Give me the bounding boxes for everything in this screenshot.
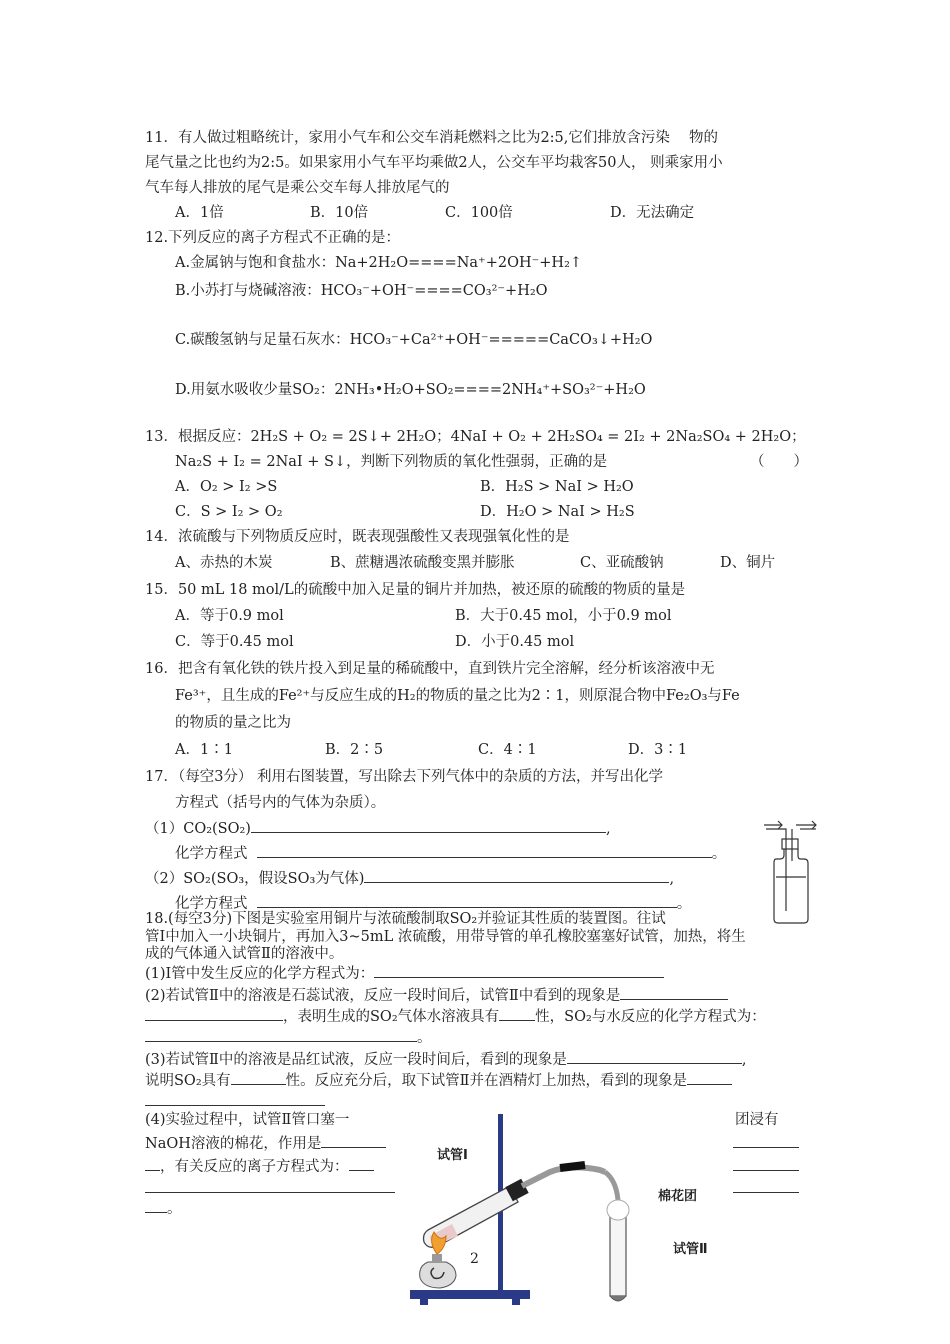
q18-s3-blank-heat[interactable] bbox=[687, 1070, 732, 1085]
q17-part1-eq-blank[interactable] bbox=[257, 843, 712, 858]
q17-part1-eq: 化学方程式 。 bbox=[175, 843, 726, 864]
right-blank-1[interactable] bbox=[733, 1133, 799, 1148]
right-blank-2[interactable] bbox=[733, 1156, 799, 1171]
q17-part2-blank[interactable] bbox=[364, 868, 669, 883]
q13-option-a: A．O₂ > I₂ >S bbox=[175, 479, 278, 495]
q18-s2-blank-equation[interactable] bbox=[145, 1027, 417, 1042]
copper-sulfuric-acid-apparatus bbox=[400, 1110, 700, 1310]
gas-washing-bottle-icon bbox=[760, 815, 820, 927]
q18-s3-cont bbox=[145, 1070, 732, 1091]
q18-s4-ionic-label: ，有关反应的离子方程式为： bbox=[160, 1159, 349, 1175]
label-tube-1: 试管Ⅰ bbox=[437, 1148, 468, 1163]
q18-s3: (3)若试管Ⅱ中的溶液是品红试液，反应一段时间后，看到的现象是 , bbox=[145, 1049, 747, 1070]
q18-s4-blank-purpose[interactable] bbox=[321, 1133, 386, 1148]
right-blank-3[interactable] bbox=[733, 1178, 799, 1193]
q18-s2-blank-cont[interactable] bbox=[145, 1006, 283, 1021]
q18-s4-blank-ionic[interactable] bbox=[349, 1156, 374, 1171]
q11-line1: 11．有人做过粗略统计，家用小气车和公交车消耗燃料之比为2:5,它们排放含污染 物的 bbox=[145, 130, 719, 146]
q11-option-d: D．无法确定 bbox=[610, 205, 695, 221]
q13-option-b: B．H₂S > NaI > H₂O bbox=[480, 479, 634, 495]
q13-option-d: D．H₂O > NaI > H₂S bbox=[480, 504, 635, 520]
q17-part1-eq-label: 化学方程式 bbox=[175, 846, 248, 862]
q18-s4-right-blank-1 bbox=[733, 1133, 799, 1154]
q18-s4-blank-ionic-end[interactable] bbox=[145, 1198, 167, 1213]
q12-option-b: B.小苏打与烧碱溶液：HCO₃⁻+OH⁻====CO₃²⁻+H₂O bbox=[175, 283, 548, 299]
q17-part2: （2）SO₂(SO₃，假设SO₃为气体) , bbox=[145, 868, 674, 889]
q12-option-c: C.碳酸氢钠与足量石灰水：HCO₃⁻+Ca²⁺+OH⁻=====CaCO₃↓+H₂O bbox=[175, 332, 653, 348]
page-number: 2 bbox=[470, 1251, 479, 1267]
q11-line2: 尾气量之比也约为2:5。如果家用小气车平均乘做2人，公交车平均栽客50人， 则乘家用小 bbox=[145, 155, 723, 171]
q16-line3: 的物质的量之比为 bbox=[175, 715, 291, 731]
q17-part2-eq-blank[interactable] bbox=[257, 893, 677, 908]
q18-s4-line4 bbox=[145, 1178, 395, 1199]
q18-s4-blank-purpose-cont[interactable] bbox=[145, 1156, 160, 1171]
q18-s2-blank-property[interactable] bbox=[499, 1006, 535, 1021]
q16-line2: Fe³⁺，且生成的Fe²⁺与反应生成的H₂的物质的量之比为2∶1，则原混合物中Fe₂O₃与Fe bbox=[175, 688, 740, 704]
q13-answer-paren: （ ） bbox=[750, 454, 808, 470]
q14-option-c: C、亚硫酸钠 bbox=[580, 555, 664, 571]
q18-s4-line5: 。 bbox=[145, 1198, 182, 1219]
q15-option-a: A．等于0.9 mol bbox=[175, 608, 284, 624]
q18-s3-blank-phenomenon[interactable] bbox=[567, 1049, 742, 1064]
q13-option-c: C．S > I₂ > O₂ bbox=[175, 504, 283, 520]
q18-s4-purpose-label: NaOH溶液的棉花，作用是 bbox=[145, 1136, 322, 1152]
q13-line2: Na₂S + I₂ = 2NaI + S↓，判断下列物质的氧化性强弱，正确的是 bbox=[175, 454, 608, 470]
q15-option-b: B．大于0.45 mol，小于0.9 mol bbox=[455, 608, 672, 624]
q12-stem: 12.下列反应的离子方程式不正确的是： bbox=[145, 230, 401, 246]
q18-s1-label: (1)Ⅰ管中发生反应的化学方程式为： bbox=[145, 966, 375, 982]
q18-line1: 18.(每空3分)下图是实验室用铜片与浓硫酸制取SO₂并验证其性质的装置图。往试 bbox=[145, 911, 666, 927]
q18-s2-eq-line: 。 bbox=[145, 1027, 432, 1048]
q17-part1: （1）CO₂(SO₂) , bbox=[145, 818, 611, 839]
q18-line2: 管Ⅰ中加入一小块铜片，再加入3~5mL 浓硫酸，用带导管的单孔橡胶塞塞好试管，加热，将生 bbox=[145, 929, 746, 945]
q17-line2: 方程式（括号内的气体为杂质）。 bbox=[175, 795, 386, 811]
q14-stem: 14．浓硫酸与下列物质反应时，既表现强酸性又表现强氧化性的是 bbox=[145, 529, 570, 545]
q18-s3-heat-label: 性。反应充分后，取下试管Ⅱ并在酒精灯上加热，看到的现象是 bbox=[285, 1073, 687, 1089]
q17-line1: 17．（每空3分） 利用右图装置，写出除去下列气体中的杂质的方法，并写出化学 bbox=[145, 769, 664, 785]
q18-s1-blank[interactable] bbox=[374, 963, 664, 978]
q12-option-d: D.用氨水吸收少量SO₂：2NH₃•H₂O+SO₂====2NH₄⁺+SO₃²⁻+H₂O bbox=[175, 382, 646, 398]
q18-s3-blank-property[interactable] bbox=[231, 1070, 286, 1085]
q15-stem: 15．50 mL 18 mol/L的硫酸中加入足量的铜片并加热，被还原的硫酸的物质的量是 bbox=[145, 582, 686, 598]
q18-s4-blank-ionic-cont[interactable] bbox=[145, 1178, 395, 1193]
q17-part2-eq: 化学方程式 。 bbox=[175, 893, 691, 914]
q18-s4-line3 bbox=[145, 1156, 374, 1177]
q13-line1: 13．根据反应：2H₂S + O₂ = 2S↓+ 2H₂O；4NaI + O₂ + 2H₂SO₄ = 2I₂ + 2Na₂SO₄ + 2H₂O； bbox=[145, 429, 806, 445]
q18-s2-cont bbox=[145, 1006, 766, 1027]
q14-option-d: D、铜片 bbox=[720, 555, 776, 571]
q16-line1: 16．把含有氧化铁的铁片投入到足量的稀硫酸中，直到铁片完全溶解，经分析该溶液中无 bbox=[145, 661, 715, 677]
q18-s4-right-text: 团浸有 bbox=[735, 1112, 779, 1128]
q16-option-d: D．3∶1 bbox=[628, 742, 688, 758]
q11-option-a: A．1倍 bbox=[175, 205, 224, 221]
q18-s2 bbox=[145, 985, 728, 1006]
q18-s2-property-label: ，表明生成的SO₂气体水溶液具有 bbox=[283, 1009, 500, 1025]
q12-option-a: A.金属钠与饱和食盐水：Na+2H₂O====Na⁺+2OH⁻+H₂↑ bbox=[175, 255, 583, 271]
q18-s4-right-blank-2 bbox=[733, 1156, 799, 1177]
q18-s4-line1: (4)实验过程中，试管Ⅱ管口塞一 bbox=[145, 1112, 350, 1128]
q18-s3-blank-heat-cont[interactable] bbox=[145, 1091, 325, 1106]
q18-s3-heat-line bbox=[145, 1091, 325, 1112]
q18-line3: 成的气体通入试管Ⅱ的溶液中。 bbox=[145, 946, 344, 962]
q15-option-d: D．小于0.45 mol bbox=[455, 634, 575, 650]
cotton-plug bbox=[607, 1200, 629, 1220]
q17-part1-blank[interactable] bbox=[251, 818, 606, 833]
q18-s2-label: (2)若试管Ⅱ中的溶液是石蕊试液，反应一段时间后，试管Ⅱ中看到的现象是 bbox=[145, 988, 621, 1004]
q11-option-c: C．100倍 bbox=[445, 205, 513, 221]
q14-option-a: A、赤热的木炭 bbox=[175, 555, 273, 571]
q18-s3-label: (3)若试管Ⅱ中的溶液是品红试液，反应一段时间后，看到的现象是 bbox=[145, 1052, 567, 1068]
q15-option-c: C．等于0.45 mol bbox=[175, 634, 294, 650]
q18-s1 bbox=[145, 963, 664, 984]
test-tube-2 bbox=[607, 1200, 629, 1301]
test-tube-1 bbox=[424, 1179, 529, 1248]
q18-s2-blank-phenomenon[interactable] bbox=[620, 985, 728, 1000]
q18-s2-equation-label: 性，SO₂与水反应的化学方程式为： bbox=[535, 1009, 766, 1025]
q14-option-b: B、蔗糖遇浓硫酸变黑并膨胀 bbox=[330, 555, 515, 571]
q18-s3-property-label: 说明SO₂具有 bbox=[145, 1073, 231, 1089]
q16-option-a: A．1∶1 bbox=[175, 742, 233, 758]
q18-s4-line2 bbox=[145, 1133, 386, 1154]
label-cotton: 棉花团 bbox=[658, 1189, 698, 1204]
q16-option-c: C．4∶1 bbox=[478, 742, 537, 758]
q17-part1-label: （1）CO₂(SO₂) bbox=[145, 821, 251, 837]
q11-line3: 气车每人排放的尾气是乘公交车每人排放尾气的 bbox=[145, 180, 450, 196]
q17-part2-eq-label: 化学方程式 bbox=[175, 896, 248, 912]
label-tube-2: 试管Ⅱ bbox=[673, 1242, 708, 1257]
q17-part2-label: （2）SO₂(SO₃，假设SO₃为气体) bbox=[145, 871, 365, 887]
stand-base bbox=[410, 1290, 530, 1299]
q11-option-b: B．10倍 bbox=[310, 205, 369, 221]
q18-s4-right-blank-3 bbox=[733, 1178, 799, 1199]
q16-option-b: B．2∶5 bbox=[325, 742, 384, 758]
